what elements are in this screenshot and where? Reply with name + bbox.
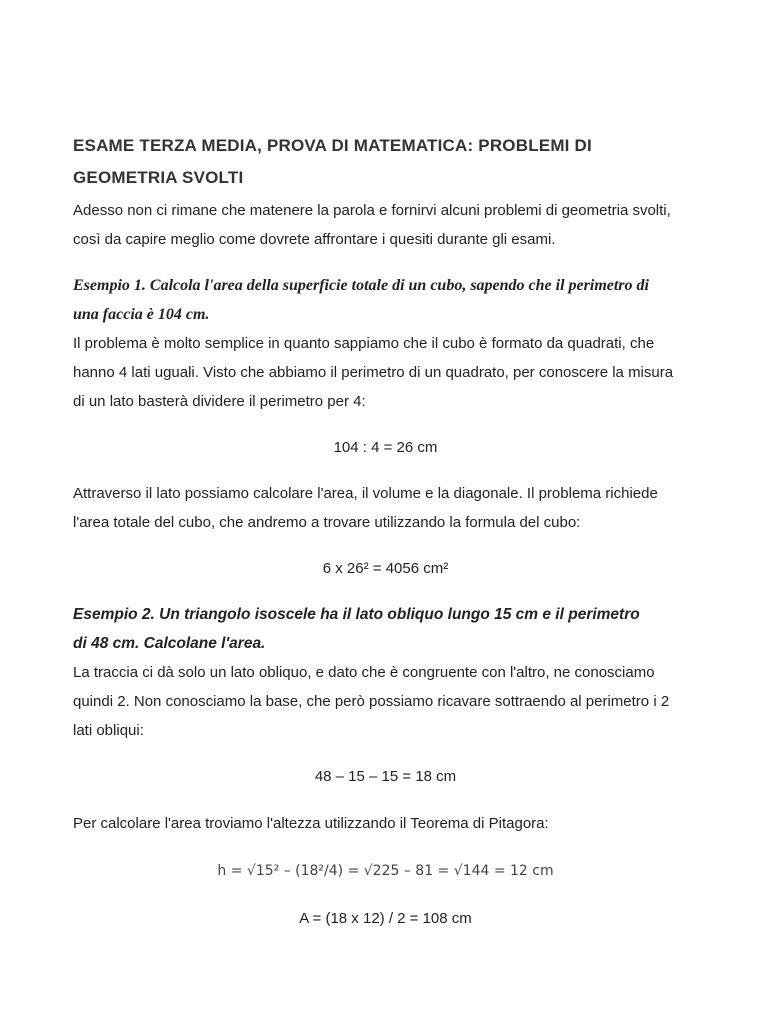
example-2-title (73, 600, 698, 658)
document-page (73, 130, 698, 933)
intro-line-2: così da capire meglio come dovrete affrontare i quesiti durante gli esami. (73, 231, 556, 248)
example-1-text-line-1: Il problema è molto semplice in quanto sappiamo che il cubo è formato da quadrati, che (73, 335, 655, 352)
example-2-title-line-2: di 48 cm. Calcolane l'area. (73, 635, 266, 652)
example-2-text-line-3: lati obliqui: (73, 722, 144, 739)
example-2-text (73, 658, 698, 745)
example-1-text-2-line-1: Attraverso il lato possiamo calcolare l'area, il volume e la diagonale. Il problema richiede (73, 485, 658, 502)
example-1-text-2 (73, 479, 698, 537)
title-line-2: GEOMETRIA SVOLTI (73, 168, 244, 187)
intro-line-1: Adesso non ci rimane che matenere la parola e fornirvi alcuni problemi di geometria svolti, (73, 202, 671, 219)
example-1-text (73, 329, 698, 416)
intro-paragraph (73, 196, 698, 254)
example-1-title (73, 271, 698, 329)
example-1-text-line-3: di un lato basterà dividere il perimetro per 4: (73, 393, 366, 410)
example-1-text-line-2: hanno 4 lati uguali. Visto che abbiamo il perimetro di un quadrato, per conoscere la misura (73, 364, 674, 381)
example-1-formula-2: 6 x 26² = 4056 cm² (322, 560, 449, 577)
example-2-title-line-1: Esempio 2. Un triangolo isoscele ha il lato obliquo lungo 15 cm e il perimetro (73, 606, 640, 623)
example-1-title-line-2: una faccia è 104 cm. (73, 306, 210, 323)
example-1-title-line-1: Esempio 1. Calcola l'area della superficie totale di un cubo, sapendo che il perimetro di (73, 277, 649, 294)
example-2-text-line-1: La traccia ci dà solo un lato obliquo, e dato che è congruente con l'altro, ne conosciamo (73, 664, 655, 681)
example-2-formula-2: h = √15² – (18²/4) = √225 – 81 = √144 = 12 cm (217, 863, 554, 879)
example-2-formula-1: 48 – 15 – 15 = 18 cm (314, 768, 457, 785)
example-2-text-2: Per calcolare l'area troviamo l'altezza utilizzando il Teorema di Pitagora: (73, 815, 549, 832)
example-1-text-2-line-2: l'area totale del cubo, che andremo a trovare utilizzando la formula del cubo: (73, 514, 581, 531)
page-title (73, 130, 698, 194)
example-1-formula-1: 104 : 4 = 26 cm (333, 439, 438, 456)
example-2-text-line-2: quindi 2. Non conosciamo la base, che però possiamo ricavare sottraendo al perimetro i 2 (73, 693, 670, 710)
title-line-1: ESAME TERZA MEDIA, PROVA DI MATEMATICA: PROBLEMI DI (73, 136, 592, 155)
example-2-formula-3: A = (18 x 12) / 2 = 108 cm (299, 910, 472, 927)
